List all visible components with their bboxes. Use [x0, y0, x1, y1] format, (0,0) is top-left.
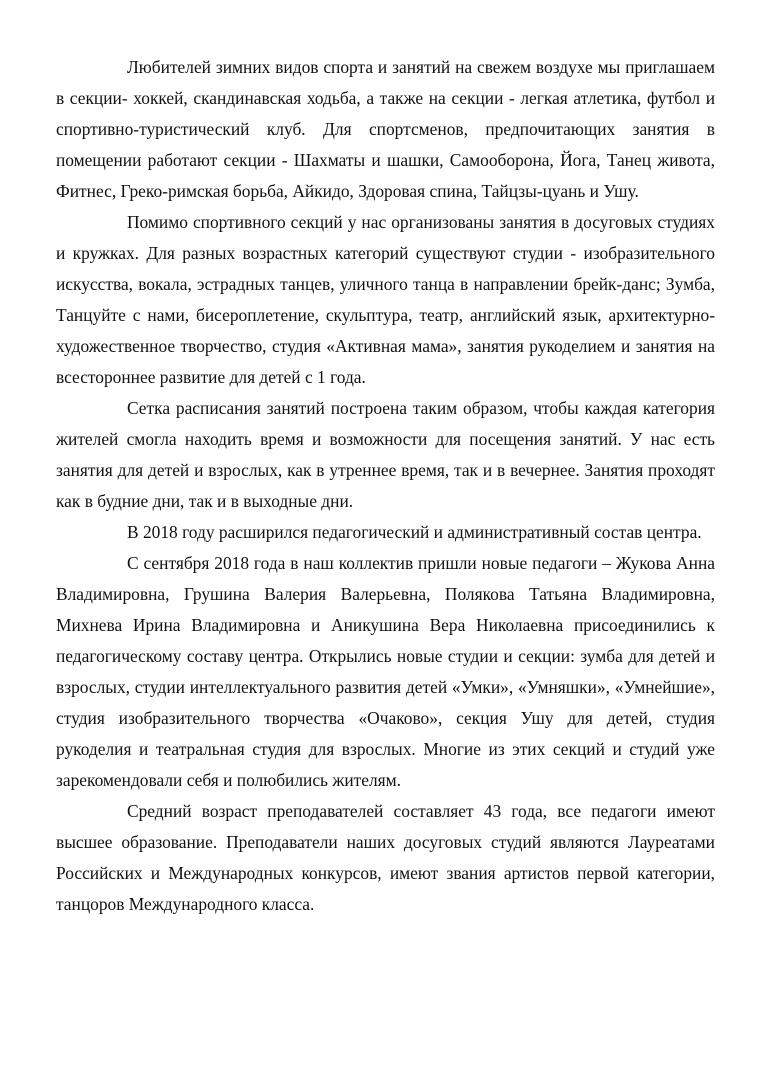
paragraph-teacher-qualifications: Средний возраст преподавателей составляет 43 года, все педагоги имеют высшее образование. Преподаватели наших досуговых студий являются Лауреатами Российских и Международных конкурсов, имеют звания артистов первой категории, танцоров Международного класса.	[56, 801, 715, 914]
paragraph-schedule: Сетка расписания занятий построена таким образом, чтобы каждая категория жителей смогла находить время и возможности для посещения занятий. У нас есть занятия для детей и взрослых, как в утреннее время, так и в вечернее. Занятия проходят как в будние дни, так и в выходные дни.	[56, 398, 715, 511]
paragraph-sports-sections: Любителей зимних видов спорта и занятий на свежем воздухе мы приглашаем в секции- хоккей, скандинавская ходьба, а также на секции - легкая атлетика, футбол и спортивно-туристический клуб. Для спортсменов, предпочитающих занятия в помещении работают секции - Шахматы и шашки, Самооборона, Йога, Танец живота, Фитнес, Греко-римская борьба, Айкидо, Здоровая спина, Тайцзы-цуань и Ушу.	[56, 57, 715, 201]
paragraph-leisure-studios: Помимо спортивного секций у нас организованы занятия в досуговых студиях и кружках. Для разных возрастных категорий существуют студии - изобразительного искусства, вокала, эстрадных танцев, уличного танца в направлении брейк-данс; Зумба, Танцуйте с нами, бисероплетение, скульптура, театр, английский язык, архитектурно-художественное творчество, студия «Активная мама», занятия рукоделием и занятия на всестороннее развитие для детей с 1 года.	[56, 212, 715, 387]
paragraph-staff-expansion: В 2018 году расширился педагогический и административный состав центра.	[127, 522, 702, 542]
paragraph-new-teachers: С сентября 2018 года в наш коллектив пришли новые педагоги – Жукова Анна Владимировна, Грушина Валерия Валерьевна, Полякова Татьяна Владимировна, Михнева Ирина Владимировна и Аникушина Вера Николаевна присоединились к педагогическому составу центра. Открылись новые студии и секции: зумба для детей и взрослых, студии интеллектуального развития детей «Умки», «Умняшки», «Умнейшие», студия изобразительного творчества «Очаково», секция Ушу для детей, студия рукоделия и театральная студия для взрослых. Многие из этих секций и студий уже зарекомендовали себя и полюбились жителям.	[56, 553, 715, 790]
